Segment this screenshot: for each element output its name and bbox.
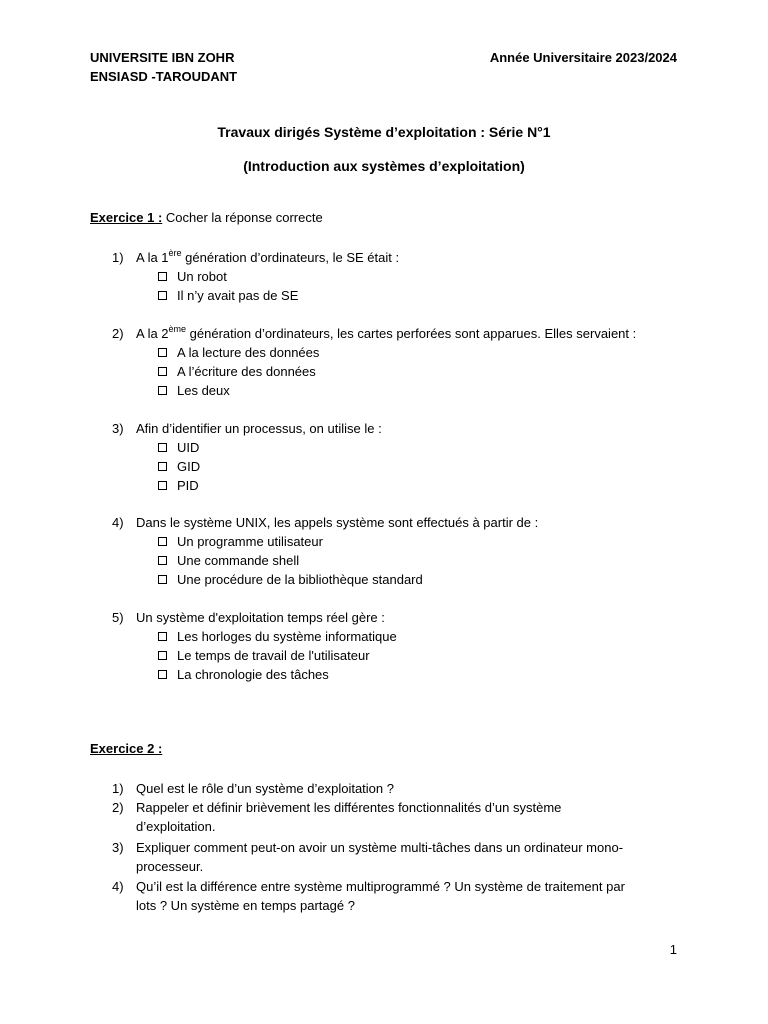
answer-option[interactable]: [158, 532, 423, 551]
school-name: ENSIASD -TAROUDANT: [90, 69, 238, 84]
option-label: A l’écriture des données: [177, 364, 316, 379]
question-text: Afin d’identifier un processus, on utilise le :: [136, 421, 382, 436]
exercise1-question: [112, 419, 682, 438]
checkbox-icon[interactable]: [158, 386, 167, 395]
answer-option[interactable]: [158, 286, 298, 305]
answer-options: [158, 267, 298, 305]
answer-option[interactable]: [158, 627, 397, 646]
exercise1-heading: [90, 210, 323, 225]
answer-option[interactable]: [158, 457, 200, 476]
question-number: 4): [112, 515, 124, 530]
answer-options: [158, 627, 397, 684]
option-label: Les horloges du système informatique: [177, 629, 397, 644]
option-label: GID: [177, 459, 201, 474]
question-number: 4): [112, 879, 124, 894]
question-text: [136, 779, 672, 798]
option-label: UID: [177, 440, 200, 455]
checkbox-icon[interactable]: [158, 575, 167, 584]
checkbox-icon[interactable]: [158, 556, 167, 565]
checkbox-icon[interactable]: [158, 651, 167, 660]
exercise1-label: Exercice 1 :: [90, 210, 163, 225]
page-number: 1: [669, 942, 677, 957]
checkbox-icon[interactable]: [158, 272, 167, 281]
question-line: Quel est le rôle d’un système d’exploitation ?: [136, 781, 394, 796]
exercise2-label: Exercice 2 :: [90, 741, 163, 756]
page-subtitle: (Introduction aux systèmes d’exploitation): [243, 158, 525, 174]
header-left: [90, 48, 237, 86]
question-text: [136, 877, 672, 915]
question-text: [136, 798, 672, 836]
question-number: 2): [112, 800, 124, 815]
answer-option[interactable]: [158, 267, 298, 286]
option-label: Une commande shell: [177, 553, 300, 568]
option-label: La chronologie des tâches: [177, 667, 329, 682]
page-title: Travaux dirigés Système d’exploitation : Série N°1: [217, 124, 551, 140]
answer-options: [158, 343, 319, 400]
checkbox-icon[interactable]: [158, 291, 167, 300]
answer-option[interactable]: [158, 551, 423, 570]
question-text: Un système d'exploitation temps réel gère :: [136, 610, 385, 625]
question-number: 3): [112, 840, 124, 855]
question-text: Dans le système UNIX, les appels système sont effectués à partir de :: [136, 515, 539, 530]
checkbox-icon[interactable]: [158, 670, 167, 679]
question-line: processeur.: [136, 859, 204, 874]
checkbox-icon[interactable]: [158, 443, 167, 452]
question-number: 5): [112, 610, 124, 625]
exercise2-question: [112, 877, 672, 915]
exercise1-question: [112, 608, 682, 627]
answer-option[interactable]: [158, 438, 200, 457]
question-number: 2): [112, 326, 124, 341]
university-name: UNIVERSITE IBN ZOHR: [90, 50, 235, 65]
checkbox-icon[interactable]: [158, 537, 167, 546]
option-label: Le temps de travail de l'utilisateur: [177, 648, 370, 663]
exercise1-question: [112, 324, 682, 343]
question-number: 3): [112, 421, 124, 436]
question-line: Qu’il est la différence entre système multiprogrammé ? Un système de traitement par: [136, 879, 625, 894]
question-superscript: ème: [168, 324, 187, 334]
question-line: Expliquer comment peut-on avoir un système multi-tâches dans un ordinateur mono-: [136, 840, 624, 855]
answer-option[interactable]: [158, 343, 319, 362]
answer-option[interactable]: [158, 381, 319, 400]
exercise2-question: [112, 838, 672, 876]
answer-option[interactable]: [158, 646, 397, 665]
question-line: d’exploitation.: [136, 819, 216, 834]
question-number: 1): [112, 781, 124, 796]
option-label: A la lecture des données: [177, 345, 320, 360]
checkbox-icon[interactable]: [158, 367, 167, 376]
checkbox-icon[interactable]: [158, 481, 167, 490]
answer-options: [158, 532, 423, 589]
exercise1-question: [112, 248, 682, 267]
option-label: Une procédure de la bibliothèque standard: [177, 572, 423, 587]
checkbox-icon[interactable]: [158, 632, 167, 641]
checkbox-icon[interactable]: [158, 348, 167, 357]
answer-options: [158, 438, 200, 495]
answer-option[interactable]: [158, 476, 200, 495]
answer-option[interactable]: [158, 665, 397, 684]
question-text: [136, 838, 672, 876]
option-label: Un programme utilisateur: [177, 534, 323, 549]
exercise1-instruction: Cocher la réponse correcte: [162, 210, 323, 225]
question-text: A la 1ère génération d’ordinateurs, le SE était :: [136, 248, 400, 265]
exercise1-question: [112, 513, 682, 532]
question-line: Rappeler et définir brièvement les différentes fonctionnalités d’un système: [136, 800, 562, 815]
exercise2-question: [112, 779, 672, 798]
exercise2-heading: [90, 741, 162, 756]
option-label: Les deux: [177, 383, 230, 398]
question-superscript: ère: [168, 248, 182, 258]
answer-option[interactable]: [158, 362, 319, 381]
option-label: Il n’y avait pas de SE: [177, 288, 299, 303]
question-text: A la 2ème génération d’ordinateurs, les cartes perforées sont apparues. Elles servaient :: [136, 324, 637, 341]
answer-option[interactable]: [158, 570, 423, 589]
exercise2-question: [112, 798, 672, 836]
option-label: PID: [177, 478, 199, 493]
question-number: 1): [112, 250, 124, 265]
option-label: Un robot: [177, 269, 227, 284]
academic-year: Année Universitaire 2023/2024: [489, 50, 677, 65]
question-line: lots ? Un système en temps partagé ?: [136, 898, 355, 913]
checkbox-icon[interactable]: [158, 462, 167, 471]
